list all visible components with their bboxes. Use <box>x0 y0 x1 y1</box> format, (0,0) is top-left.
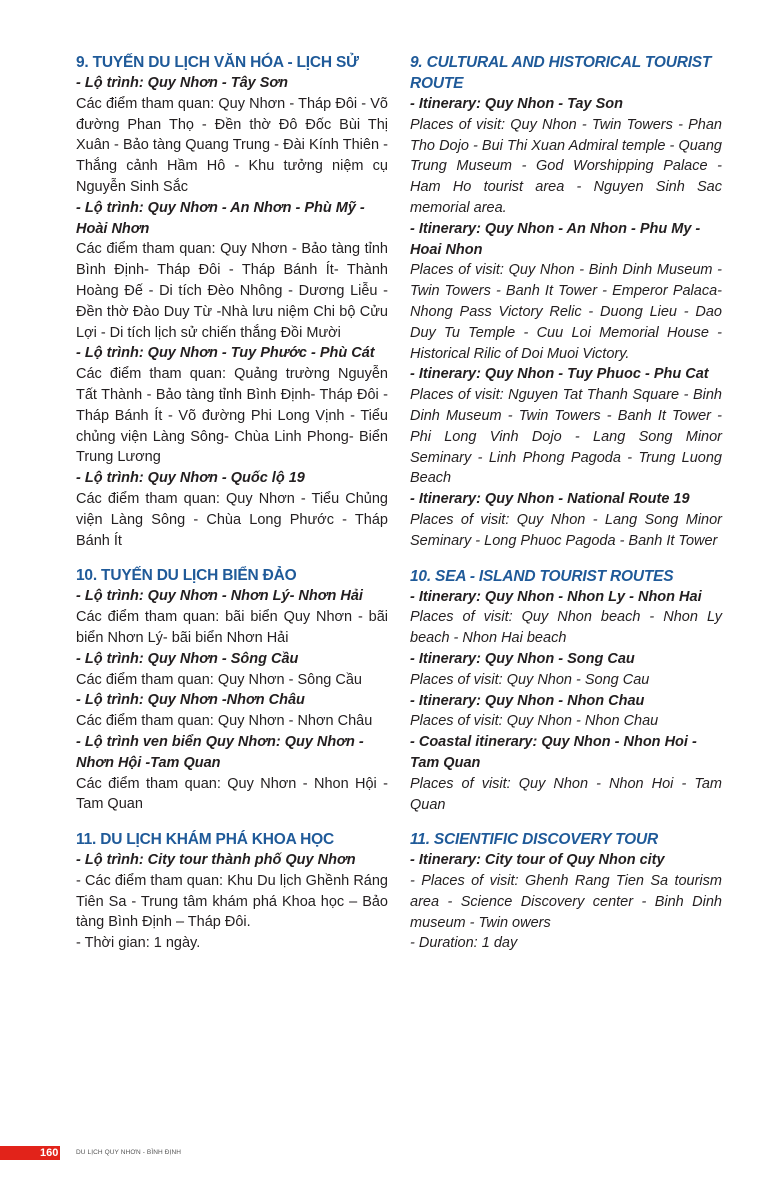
route-description: Các điểm tham quan: Quy Nhơn - Nhơn Châu <box>76 713 373 730</box>
route-item <box>410 489 722 551</box>
route-heading: - Lộ trình: Quy Nhơn - Tuy Phước - Phù Cát <box>76 345 375 362</box>
route-heading: - Itinerary: Quy Nhon - National Route 19 <box>410 491 690 508</box>
route-description: Places of visit: Quy Nhon beach - Nhon Ly beach - Nhon Hai beach <box>410 609 722 647</box>
route-item <box>76 850 388 933</box>
section-title: 10. TUYẾN DU LỊCH BIỂN ĐẢO <box>76 567 297 585</box>
section-science-en <box>410 829 722 954</box>
route-item <box>410 732 722 815</box>
route-heading: - Lộ trình: City tour thành phố Quy Nhơn <box>76 852 356 869</box>
route-item <box>410 364 722 489</box>
route-heading: - Itinerary: Quy Nhon - Song Cau <box>410 650 635 667</box>
section-sea-island-en <box>410 566 722 816</box>
route-description: Các điểm tham quan: Quy Nhơn - Tiểu Chủng viện Làng Sông - Chùa Long Phước - Tháp Bánh Ít <box>76 490 388 549</box>
route-heading: - Coastal itinerary: Quy Nhon - Nhon Hoi - Tam Quan <box>410 734 697 771</box>
route-item <box>76 586 388 648</box>
route-item <box>76 649 388 691</box>
route-item <box>76 732 388 815</box>
route-description: Các điểm tham quan: Quy Nhơn - Tháp Đôi - Võ đường Phan Thọ - Đền thờ Đô Đốc Bùi Thị Xuân - Bảo tàng Quang Trung - Đài Kính Thiên - Thắng cảnh Hầm Hô - Khu tưởng niệm cụ Nguyễn Sinh Sắc <box>76 95 388 195</box>
route-heading: - Lộ trình: Quy Nhơn - Quốc lộ 19 <box>76 470 305 487</box>
route-description: Places of visit: Quy Nhon - Nhon Hoi - Tam Quan <box>410 775 722 813</box>
route-heading: - Lộ trình: Quy Nhơn - An Nhơn - Phù Mỹ - Hoài Nhơn <box>76 199 365 237</box>
route-description: Các điểm tham quan: Quy Nhơn - Sông Cầu <box>76 671 362 688</box>
route-heading: - Lộ trình: Quy Nhơn - Nhơn Lý- Nhơn Hải <box>76 588 363 605</box>
route-heading: - Itinerary: Quy Nhon - Tay Son <box>410 96 623 112</box>
route-item <box>76 198 388 344</box>
route-description: Places of visit: Quy Nhon - Song Cau <box>410 671 650 688</box>
route-item <box>410 649 722 691</box>
route-item <box>410 94 722 219</box>
section-title: 11. SCIENTIFIC DISCOVERY TOUR <box>410 831 658 849</box>
route-item <box>410 691 722 733</box>
section-title: 9. CULTURAL AND HISTORICAL TOURIST ROUTE <box>410 54 712 92</box>
vietnamese-column <box>76 52 388 968</box>
route-item <box>410 587 722 649</box>
route-heading: - Lộ trình: Quy Nhơn -Nhơn Châu <box>76 692 305 709</box>
route-description: - Các điểm tham quan: Khu Du lịch Ghềnh Ráng Tiên Sa - Trung tâm khám phá Khoa học – Bảo tàng Bình Định – Tháp Đôi. <box>76 872 388 931</box>
route-item <box>76 343 388 468</box>
route-heading: - Itinerary: Quy Nhon - Nhon Ly - Nhon Hai <box>410 588 702 605</box>
section-title: 11. DU LỊCH KHÁM PHÁ KHOA HỌC <box>76 831 335 849</box>
route-item <box>76 468 388 551</box>
route-heading: - Itinerary: Quy Nhon - Nhon Chau <box>410 692 645 709</box>
section-science-vi <box>76 829 388 954</box>
route-item <box>410 850 722 933</box>
route-description: Các điểm tham quan: Quy Nhơn - Nhon Hội - Tam Quan <box>76 775 388 813</box>
duration-text: - Duration: 1 day <box>410 935 518 952</box>
route-heading: - Lộ trình ven biển Quy Nhơn: Quy Nhơn - Nhơn Hội -Tam Quan <box>76 733 364 771</box>
route-item <box>410 219 722 365</box>
route-description: Các điểm tham quan: Quảng trường Nguyễn Tất Thành - Bảo tàng tỉnh Bình Định- Tháp Đôi - Tháp Bánh Ít - Võ đường Phi Long Vịnh - Tiểu chủng viện Làng Sông- Chùa Linh Phong- Biển Trung Lương <box>76 366 388 466</box>
route-description: Places of visit: Quy Nhon - Lang Song Minor Seminary - Long Phuoc Pagoda - Banh It Tower <box>410 511 722 549</box>
route-item <box>410 933 722 954</box>
route-item <box>76 933 388 954</box>
footer-label: DU LỊCH QUY NHƠN - BÌNH ĐỊNH <box>76 1149 182 1156</box>
route-heading: - Itinerary: City tour of Quy Nhon city <box>410 852 665 869</box>
route-description: Places of visit: Quy Nhon - Nhon Chau <box>410 713 659 730</box>
route-item <box>76 690 388 732</box>
route-description: Places of visit: Quy Nhon - Binh Dinh Museum - Twin Towers - Banh It Tower - Emperor Palaca-Nhong Pass Victory Relic - Duong Lieu - Dao Duy Tu Temple - Cuu Loi Memorial House - Historical Rilic of Doi Muoi Victory. <box>410 262 722 362</box>
route-item <box>76 73 388 198</box>
route-description: - Places of visit: Ghenh Rang Tien Sa tourism area - Science Discovery center - Binh Dinh museum - Twin owers <box>410 873 722 931</box>
route-heading: - Itinerary: Quy Nhon - Tuy Phuoc - Phu Cat <box>410 366 709 383</box>
section-cultural-historical-en <box>410 52 722 552</box>
route-heading: - Itinerary: Quy Nhon - An Nhon - Phu My - Hoai Nhon <box>410 220 701 258</box>
route-heading: - Lộ trình: Quy Nhơn - Sông Cầu <box>76 650 299 667</box>
route-description: Các điểm tham quan: Quy Nhơn - Bảo tàng tỉnh Bình Định- Tháp Đôi - Tháp Bánh Ít- Thành Hoàng Đế - Di tích Đèo Nhông - Dương Liễu - Đền thờ Đào Duy Từ -Nhà lưu niệm Chi bộ Cửu Lợi - Di tích lịch sử chiến thắng Đồi Mười <box>76 241 388 341</box>
page-footer <box>0 1146 784 1160</box>
route-description: Các điểm tham quan: bãi biển Quy Nhơn - bãi biển Nhơn Lý- bãi biển Nhơn Hải <box>76 609 388 646</box>
duration-text: - Thời gian: 1 ngày. <box>76 935 201 952</box>
english-column <box>410 52 722 968</box>
section-sea-island-vi <box>76 565 388 815</box>
route-description: Places of visit: Nguyen Tat Thanh Square - Binh Dinh Museum - Twin Towers - Banh It Tower - Phi Long Vinh Dojo - Lang Song Minor Seminary - Linh Phong Pagoda - Trung Luong Beach <box>410 387 722 487</box>
section-cultural-historical-vi <box>76 52 388 551</box>
section-title: 10. SEA - ISLAND TOURIST ROUTES <box>410 567 674 585</box>
route-heading: - Lộ trình: Quy Nhơn - Tây Sơn <box>76 75 288 91</box>
route-description: Places of visit: Quy Nhon - Twin Towers - Phan Tho Dojo - Bui Thi Xuan Admiral temple - Quang Trung Museum - God Worshipping Palace - Ham Ho tourist area - Nguyen Sinh Sac memorial area. <box>410 116 722 216</box>
page-number: 160 <box>40 1147 59 1159</box>
section-title: 9. TUYẾN DU LỊCH VĂN HÓA - LỊCH SỬ <box>76 54 359 71</box>
